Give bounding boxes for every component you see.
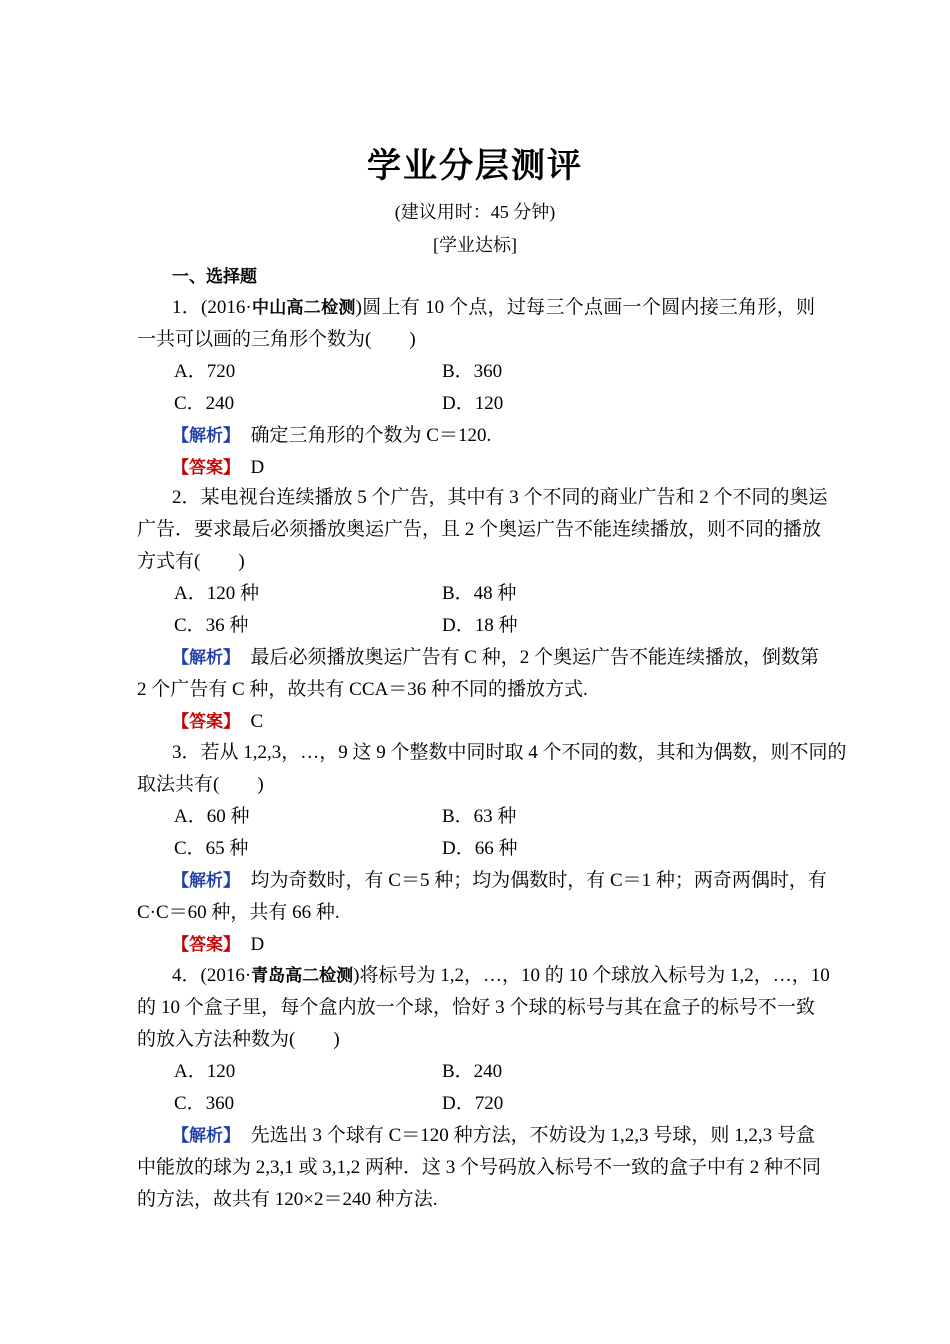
analysis-tag: 【解析】 xyxy=(172,426,232,446)
question-3-option-c: C．65 种 xyxy=(174,838,249,859)
analysis-tag: 【解析】 xyxy=(172,648,232,668)
question-2-option-d: D．18 种 xyxy=(442,615,518,636)
question-3-option-d: D．66 种 xyxy=(442,838,518,859)
question-2-stem-line: 方式有( ) xyxy=(137,551,245,572)
question-1-option-d: D．120 xyxy=(442,393,504,414)
question-2-option-b: B．48 种 xyxy=(442,583,517,604)
question-2-stem-line: 广告．要求最后必须播放奥运广告，且 2 个奥运广告不能连续播放，则不同的播放 xyxy=(137,519,822,540)
question-1-answer: 【答案】 D xyxy=(172,457,265,478)
answer-tag: 【答案】 xyxy=(172,458,232,478)
part1-heading: 一、选择题 xyxy=(172,267,257,287)
page-title: 学业分层测评 xyxy=(367,146,583,186)
analysis-tag: 【解析】 xyxy=(172,871,232,891)
question-3-analysis-line: C·C＝60 种，共有 66 种. xyxy=(137,902,340,923)
question-2-analysis: 【解析】 最后必须播放奥运广告有 C 种，2 个奥运广告不能连续播放，倒数第 xyxy=(172,647,819,668)
analysis-tag: 【解析】 xyxy=(172,1126,232,1146)
question-4-analysis: 【解析】 先选出 3 个球有 C＝120 种方法，不妨设为 1,2,3 号球，则 1,2,3 号盒 xyxy=(172,1125,815,1146)
answer-tag: 【答案】 xyxy=(172,712,232,732)
question-4-stem-line: 的放入方法种数为( ) xyxy=(137,1029,340,1050)
question-4-analysis-line: 中能放的球为 2,3,1 或 3,1,2 两种．这 3 个号码放入标号不一致的盒子中有 2 种不同 xyxy=(137,1157,822,1178)
question-4-analysis-line: 的方法，故共有 120×2＝240 种方法. xyxy=(137,1189,438,1210)
question-4-stem-line: 的 10 个盒子里，每个盒内放一个球，恰好 3 个球的标号与其在盒子的标号不一致 xyxy=(137,997,815,1018)
question-4-option-a: A．120 xyxy=(174,1061,236,1082)
question-3-stem-line: 3．若从 1,2,3，…，9 这 9 个整数中同时取 4 个不同的数，其和为偶数，则不同的 xyxy=(172,742,847,763)
question-1-option-b: B．360 xyxy=(442,361,503,382)
question-2-answer: 【答案】 C xyxy=(172,711,264,732)
question-2-option-c: C．36 种 xyxy=(174,615,249,636)
question-3-answer: 【答案】 D xyxy=(172,934,265,955)
question-2-option-a: A．120 种 xyxy=(174,583,259,604)
question-3-option-b: B．63 种 xyxy=(442,806,517,827)
question-3-option-a: A．60 种 xyxy=(174,806,250,827)
time-note: (建议用时：45 分钟) xyxy=(394,202,556,222)
section-label: [学业达标] xyxy=(433,235,517,255)
question-1-stem-line: 1．(2016·中山高二检测)圆上有 10 个点，过每三个点画一个圆内接三角形，则 xyxy=(172,297,815,318)
question-3-analysis: 【解析】 均为奇数时，有 C＝5 种；均为偶数时，有 C＝1 种；两奇两偶时，有 xyxy=(172,870,827,891)
question-1-option-c: C．240 xyxy=(174,393,235,414)
question-1-option-a: A．720 xyxy=(174,361,236,382)
question-4-option-b: B．240 xyxy=(442,1061,503,1082)
question-4-option-c: C．360 xyxy=(174,1093,235,1114)
question-2-analysis-line: 2 个广告有 C 种，故共有 CCA＝36 种不同的播放方式. xyxy=(137,679,588,700)
question-1-analysis: 【解析】 确定三角形的个数为 C＝120. xyxy=(172,425,492,446)
question-1-stem-line: 一共可以画的三角形个数为( ) xyxy=(137,329,416,350)
question-3-stem-line: 取法共有( ) xyxy=(137,774,264,795)
question-4-stem-line: 4．(2016·青岛高二检测)将标号为 1,2，…，10 的 10 个球放入标号为 1,2，…，10 xyxy=(172,965,830,986)
answer-tag: 【答案】 xyxy=(172,935,232,955)
question-4-option-d: D．720 xyxy=(442,1093,504,1114)
question-2-stem-line: 2．某电视台连续播放 5 个广告，其中有 3 个不同的商业广告和 2 个不同的奥运 xyxy=(172,487,828,508)
